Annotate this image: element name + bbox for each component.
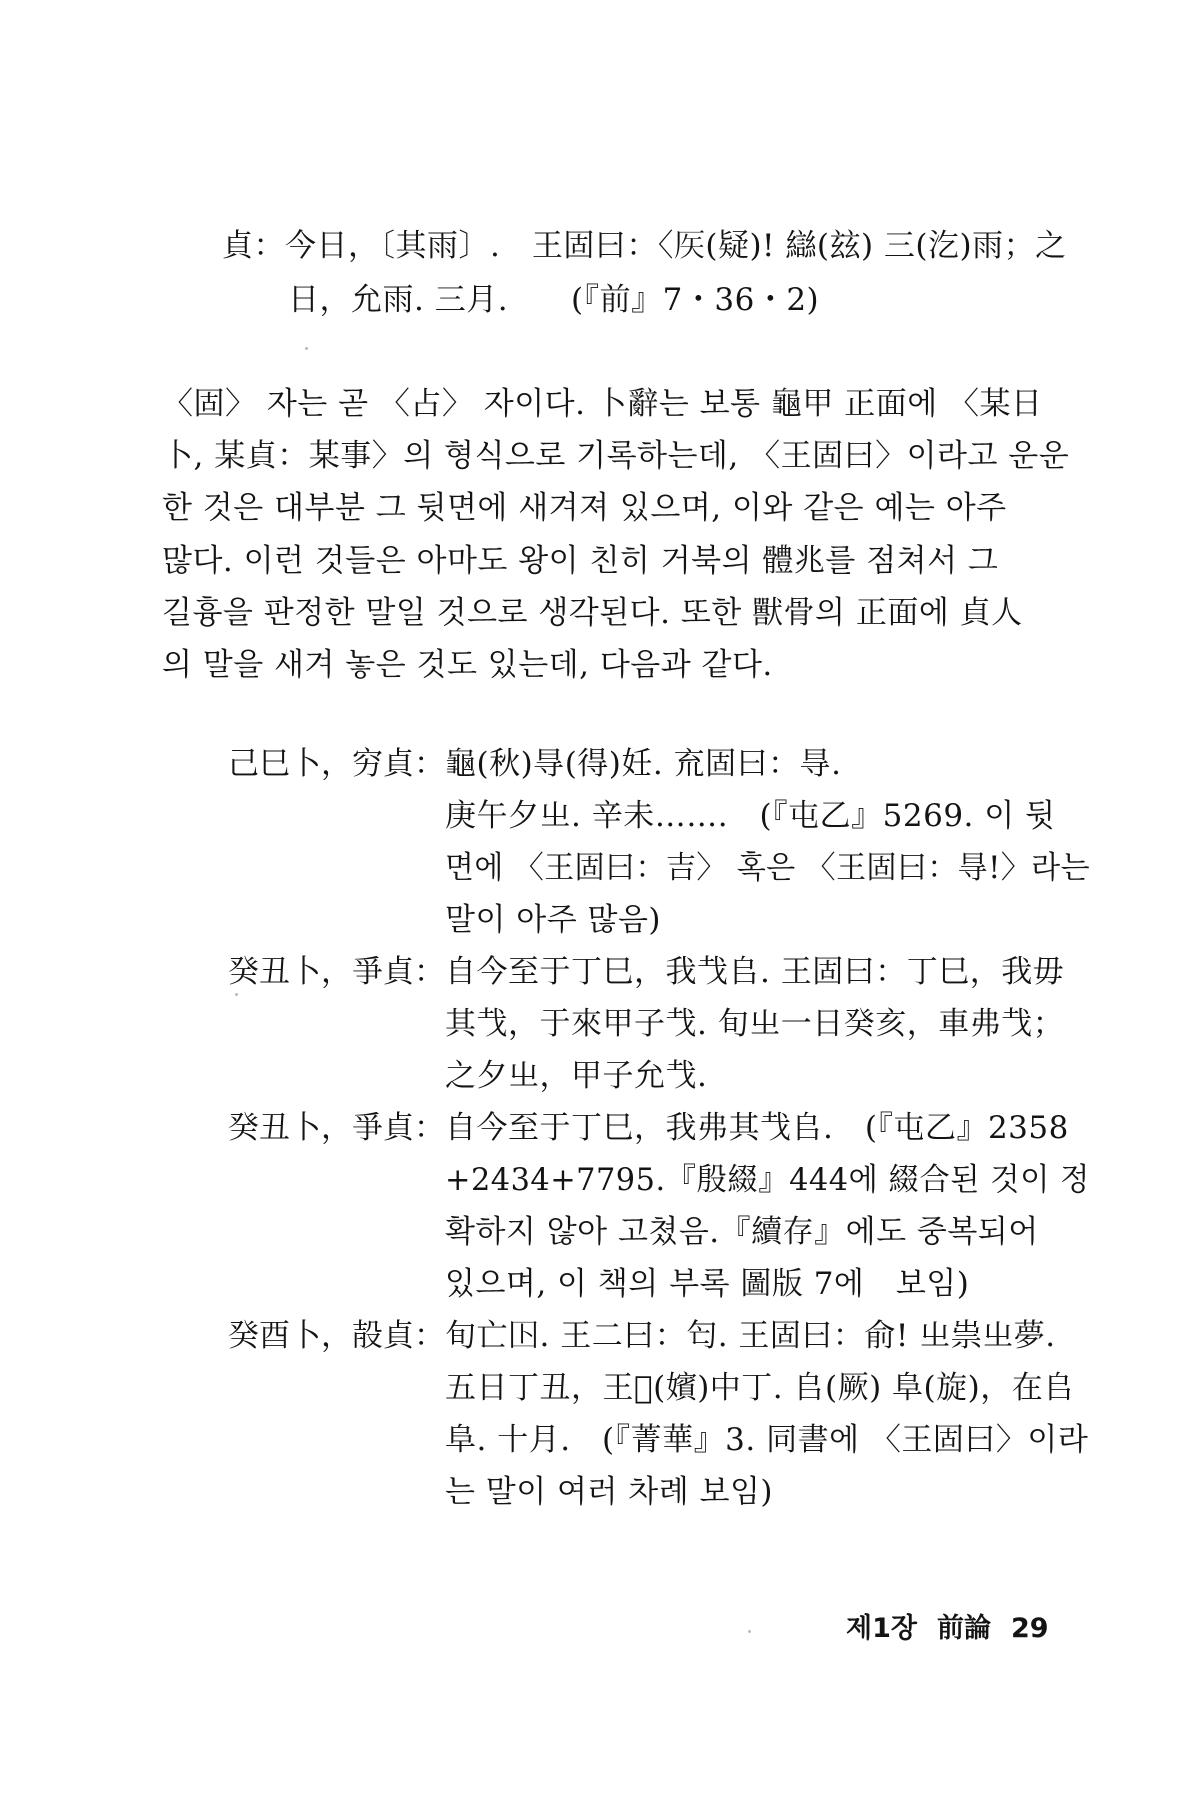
- example-label: 癸酉卜，㱿貞：: [228, 1318, 445, 1354]
- paragraph-line: 의 말을 새겨 놓은 것도 있는데, 다음과 같다.: [162, 647, 773, 683]
- scan-speck: [305, 347, 308, 350]
- example-line: 五日丁丑，王𡧊(嬪)中丁. 𠂤(厥) 阜(旋)，在𠂤: [445, 1370, 1075, 1406]
- scan-speck: [748, 1630, 751, 1633]
- scan-speck: [235, 993, 238, 996]
- example-line: 확하지 않아 고쳤음.『續存』에도 중복되어: [445, 1214, 1039, 1250]
- page-number: 29: [1010, 1613, 1049, 1644]
- example-label: 癸丑卜，爭貞：: [228, 1110, 445, 1146]
- paragraph-line: 〈固〉 자는 곧 〈占〉 자이다. 卜辭는 보통 龜甲 正面에 〈某日: [162, 386, 1043, 422]
- example-label: 癸丑卜，爭貞：: [228, 954, 445, 990]
- example-line: 는 말이 여러 차례 보임): [445, 1474, 774, 1510]
- paragraph-line: 卜, 某貞：某事〉의 형식으로 기록하는데, 〈王固曰〉이라고 운운: [162, 438, 1070, 474]
- example-line: 龜(秋)㝵(得)妊. 㐬固曰：㝵.: [445, 746, 842, 782]
- quote-line-1: 貞：今日，〔其雨〕. 王固曰：〈𥎦(疑)! 䜌(玆) 三(汔)雨；之: [222, 228, 1067, 264]
- paragraph-line: 한 것은 대부분 그 뒷면에 새겨져 있으며, 이와 같은 예는 아주: [162, 490, 1007, 526]
- paragraph-line: 길흉을 판정한 말일 것으로 생각된다. 또한 獸骨의 正面에 貞人: [162, 595, 1023, 631]
- page-footer: [846, 1612, 1049, 1646]
- footer-section: 前論: [936, 1613, 991, 1644]
- example-line: 阜. 十月. (『菁華』3. 同書에 〈王固曰〉이라: [445, 1422, 1089, 1458]
- paragraph-line: 많다. 이런 것들은 아마도 왕이 친히 거북의 體兆를 점쳐서 그: [162, 543, 999, 579]
- example-line: +2434+7795.『殷綴』444에 綴合된 것이 정: [445, 1162, 1090, 1198]
- quote-line-2: 日，允雨. 三月. (『前』7・36・2): [288, 282, 820, 318]
- example-line: 있으며, 이 책의 부록 圖版 7에 보임): [445, 1266, 970, 1302]
- example-line: 庚午夕㞢. 辛未……. (『屯乙』5269. 이 뒷: [445, 798, 1056, 834]
- example-label: 己巳卜，穷貞：: [228, 746, 445, 782]
- example-line: 自今至于丁巳，我弗其𢦏𠂤. (『屯乙』2358: [445, 1110, 1069, 1146]
- footer-chapter: 제1장: [846, 1613, 917, 1644]
- example-line: 면에 〈王固曰：吉〉 혹은 〈王固曰：㝵!〉라는: [445, 850, 1091, 886]
- example-line: 其𢦏，于來甲子𢦏. 旬㞢一日癸亥，車弗𢦏；: [445, 1006, 1065, 1042]
- example-line: 말이 아주 많음): [445, 902, 661, 938]
- example-line: 自今至于丁巳，我𢦏𠂤. 王固曰：丁巳，我毋: [445, 954, 1065, 990]
- example-line: 旬亡𡆥. 王二曰：匄. 王固曰：俞! 㞢祟㞢夢.: [445, 1318, 1056, 1354]
- example-line: 之夕㞢，甲子允𢦏.: [445, 1058, 708, 1094]
